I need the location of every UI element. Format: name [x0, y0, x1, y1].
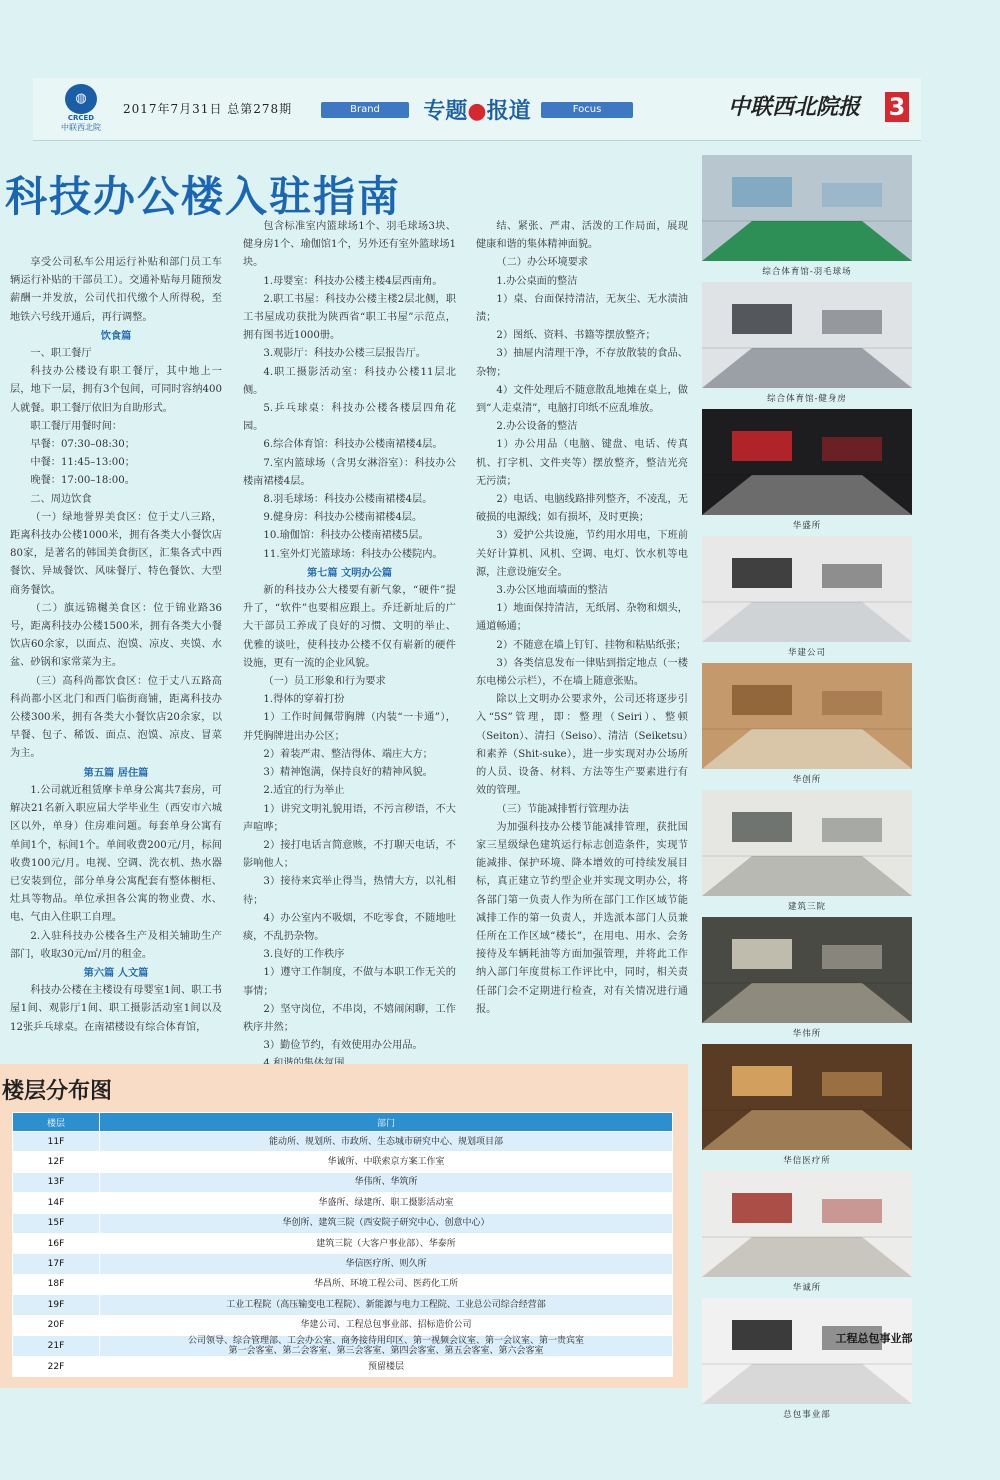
header-floor: 楼层	[13, 1113, 100, 1132]
article-column-2	[243, 218, 456, 1092]
paragraph: 职工餐厅用餐时间：	[30, 420, 123, 432]
paragraph: 1.母婴室：科技办公楼主楼4层西南角。	[263, 275, 443, 287]
floor-departments: 华伟所、华筑所	[100, 1172, 673, 1192]
paragraph: 2）不随意在墙上钉钉、挂物和粘贴纸张；	[496, 639, 687, 651]
paragraph: 科技办公楼在主楼设有母婴室1间、职工书屋1间、观影厅1间、职工摄影活动室1间以及12张乒乓球桌。在南裙楼设有综合体育馆，	[10, 985, 222, 1033]
paragraph: 1）桌、台面保持清洁，无灰尘、无水渍油渍；	[476, 293, 688, 324]
paragraph: 3）精神饱满，保持良好的精神风貌。	[263, 767, 433, 779]
paragraph: 5.乒乓球桌：科技办公楼各楼层四角花园。	[243, 403, 456, 433]
floor-number: 15F	[13, 1213, 100, 1233]
floor-number: 19F	[13, 1295, 100, 1315]
floor-number: 12F	[13, 1152, 100, 1172]
floor-departments: 华信医疗所、则久所	[100, 1254, 673, 1274]
floor-table	[12, 1112, 673, 1377]
photo-item	[702, 1171, 912, 1298]
paragraph: 4.职工摄影活动室：科技办公楼11层北侧。	[243, 366, 456, 396]
floor-departments: 华创所、建筑三院（西安院子研究中心、创意中心）	[100, 1213, 673, 1233]
floor-number: 14F	[13, 1193, 100, 1213]
paragraph: 科技办公楼设有职工餐厅，其中地上一层，地下一层，拥有3个包间，可同时容纳400人就餐。职工餐厅依旧为自助形式。	[10, 366, 222, 414]
floor-directory	[0, 1064, 688, 1388]
floor-departments: 公司领导、综合管理部、工会办公室、商务接待用印区、第一视频会议室、第一会议室、第一贵宾室 第一会客室、第二会客室、第三会客室、第四会客室、第五会客室、第六会客室	[100, 1335, 673, 1356]
office-photo	[702, 1171, 912, 1277]
photo-caption: 华建公司	[787, 648, 826, 658]
paragraph: 1.办公桌面的整洁	[496, 275, 578, 287]
paragraph: 1）地面保持清洁，无纸屑、杂物和烟头，通道畅通；	[476, 603, 688, 633]
paragraph: 4）文件处理后不随意散乱地摊在桌上，做到“人走桌清”，电脑打印纸不应乱堆放。	[476, 384, 688, 415]
photo-item	[702, 917, 912, 1044]
office-photo	[702, 155, 912, 261]
paragraph: 1）遵守工作制度，不做与本职工作无关的事情；	[243, 967, 456, 997]
photo-caption: 建筑三院	[787, 902, 826, 912]
photo-item	[702, 155, 912, 282]
section-banner	[321, 94, 633, 126]
paragraph: 3）接待来宾举止得当，热情大方，以礼相待；	[243, 876, 456, 906]
banner-title: 专题●报道	[423, 99, 531, 124]
paragraph: 3）勤俭节约，有效使用办公用品。	[263, 1040, 423, 1052]
photo-caption: 华创所	[792, 775, 822, 785]
paragraph: 1）工作时间佩带胸牌（内装“一卡通”），并凭胸牌进出办公区；	[243, 712, 456, 742]
article-title: 科技办公楼入驻指南	[5, 172, 402, 221]
paragraph: 3.观影厅：科技办公楼三层报告厅。	[263, 348, 426, 360]
floor-number: 16F	[13, 1233, 100, 1253]
photo-item	[702, 282, 912, 409]
section-heading: 第六篇 人文篇	[83, 966, 149, 979]
paragraph: 2）着装严肃、整洁得体、端庄大方；	[263, 748, 433, 760]
floor-row	[13, 1152, 673, 1172]
floor-number: 11F	[13, 1132, 100, 1152]
paragraph: 除以上文明办公要求外，公司还将逐步引入“5S”管理，即：整理（Seiri）、整顿（Seiton）、清扫（Seiso）、清洁（Seiketsu）和素养（Shit-suke），进一步实现对办公场所的人员、设备、材料、方法等生产要素进行有效的管理。	[476, 694, 688, 797]
paragraph: 6.综合体育馆：科技办公楼南裙楼4层。	[263, 439, 443, 451]
banner-left-bar: Brand	[321, 102, 409, 118]
floor-row	[13, 1213, 673, 1233]
paragraph: 7.室内篮球场（含男女淋浴室）：科技办公楼南裙楼4层。	[243, 457, 456, 487]
floor-departments: 建筑三院（大客户事业部）、华泰所	[100, 1233, 673, 1253]
paragraph: （一）员工形象和行为要求	[263, 676, 386, 688]
paragraph: 11.室外灯光篮球场：科技办公楼院内。	[263, 548, 443, 560]
photo-item	[702, 663, 912, 790]
floor-departments: 华盛所、绿建所、职工摄影活动室	[100, 1193, 673, 1213]
photo-item	[702, 536, 912, 663]
paragraph: 2）图纸、资料、书籍等摆放整齐；	[496, 330, 656, 342]
floor-number: 13F	[13, 1172, 100, 1192]
floor-directory-title: 楼层分布图	[2, 1079, 113, 1104]
photo-caption: 综合体育馆-羽毛球场	[762, 267, 852, 277]
paragraph: 2.职工书屋：科技办公楼主楼2层北侧，职工书屋成功获批为陕西省“职工书屋”示范点，拥有图书近1000册。	[243, 293, 456, 342]
paragraph: 3.良好的工作秩序	[263, 949, 345, 961]
header-department: 部门	[100, 1113, 673, 1132]
logo-mark-icon: ◍	[65, 84, 97, 114]
office-photo	[702, 1298, 912, 1404]
section-heading: 第七篇 文明办公篇	[306, 566, 393, 579]
paragraph: （二）办公环境要求	[496, 257, 589, 269]
paragraph: 晚餐：17:00–18:00。	[30, 475, 135, 487]
office-photo	[702, 790, 912, 896]
paragraph: 10.瑜伽馆：科技办公楼南裙楼5层。	[263, 530, 429, 542]
paragraph: 2.适宜的行为举止	[263, 785, 345, 797]
floor-number: 17F	[13, 1254, 100, 1274]
floor-row	[13, 1172, 673, 1192]
floor-departments: 华昌所、环境工程公司、医药化工所	[100, 1274, 673, 1294]
photo-caption: 总包事业部	[783, 1410, 831, 1420]
paragraph: 8.羽毛球场：科技办公楼南裙楼4层。	[263, 494, 433, 506]
photo-caption: 华诚所	[792, 1283, 822, 1293]
company-logo	[51, 84, 111, 134]
floor-number: 18F	[13, 1274, 100, 1294]
floor-number: 21F	[13, 1335, 100, 1356]
photo-item	[702, 409, 912, 536]
floor-row	[13, 1233, 673, 1253]
paragraph: 早餐：07:30–08:30；	[30, 439, 135, 451]
photo-item	[702, 790, 912, 917]
office-photo	[702, 917, 912, 1023]
floor-departments: 工业工程院（高压输变电工程院）、新能源与电力工程院、工业总公司综合经营部	[100, 1295, 673, 1315]
floor-departments: 能动所、规划所、市政所、生态城市研究中心、规划项目部	[100, 1132, 673, 1152]
floor-row	[13, 1274, 673, 1294]
article-column-1	[10, 254, 222, 1037]
article-column-3	[476, 218, 688, 1019]
floor-row	[13, 1315, 673, 1335]
photo-caption: 综合体育馆-健身房	[767, 394, 847, 404]
floor-row	[13, 1356, 673, 1376]
page-header	[33, 78, 921, 141]
floor-departments: 预留楼层	[100, 1356, 673, 1376]
floor-row	[13, 1193, 673, 1213]
photo-item	[702, 1298, 912, 1425]
floor-departments: 华建公司、工程总包事业部、招标造价公司	[100, 1315, 673, 1335]
paragraph: 结、紧张、严肃、活泼的工作局面，展现健康和谐的集体精神面貌。	[476, 221, 688, 251]
floor-table-header	[13, 1113, 673, 1132]
paragraph: 2）电话、电脑线路排列整齐，不凌乱，无破损的电源线；如有损坏，及时更换；	[476, 494, 688, 524]
office-photo	[702, 409, 912, 515]
paragraph: 为加强科技办公楼节能减排管理，获批国家三星级绿色建筑运行标志创造条件，实现节能减排、保护环境、降本增效的可持续发展目标，真正建立节约型企业并实现文明办公，将各部门第一负责人作为所在部门工作区域节能减排工作的第一负责人，并选派本部门人员兼任所在工作区域“楼长”，在用电、用水、会务接待及车辆耗油等方面加强管理，并将此工作纳入部门年度贯标工作评比中，同时，相关责任部门会不定期进行检查，对有关情况进行通报。	[476, 821, 688, 1015]
banner-right-bar: Focus	[541, 102, 633, 118]
section-heading: 饮食篇	[100, 329, 132, 342]
paragraph: 2.入驻科技办公楼各生产及相关辅助生产部门，收取30元/㎡/月的租金。	[10, 930, 222, 960]
paragraph: 2）坚守岗位，不串岗，不嬉闹闲聊，工作秩序井然；	[243, 1003, 456, 1033]
paragraph: （三）节能减排暂行管理办法	[496, 803, 629, 815]
paragraph: （三）高科尚都饮食区：位于丈八五路高科尚都小区北门和西门临街商铺，距离科技办公楼300米，拥有各类大小餐饮店20余家，以早餐、包子、稀饭、面点、泡馍、凉皮、冒菜为主。	[10, 675, 222, 760]
photo-column	[702, 155, 912, 1425]
office-photo	[702, 536, 912, 642]
floor-number: 22F	[13, 1356, 100, 1376]
paragraph: 新的科技办公大楼要有新气象，“硬件”提升了，“软件”也要相应跟上。乔迁新址后的广大干部员工养成了良好的习惯、文明的举止、优雅的谈吐，使科技办公楼不仅有崭新的硬件设施，更有一流的企业风貌。	[243, 585, 456, 669]
office-photo	[702, 1044, 912, 1150]
paragraph: 1）讲究文明礼貌用语，不污言秽语，不大声喧哗；	[243, 803, 456, 833]
floor-departments: 华诚所、中联索京方案工作室	[100, 1152, 673, 1172]
paragraph: 包含标准室内篮球场1个、羽毛球场3块、健身房1个、瑜伽馆1个，另外还有室外篮球场1块。	[243, 221, 457, 269]
newspaper-masthead: 中联西北院报	[728, 94, 861, 120]
issue-date: 2017年7月31日 总第278期	[123, 102, 293, 116]
paragraph: （一）绿地誉界美食区：位于丈八三路，距离科技办公楼1000米，拥有各类大小餐饮店80家，是著名的韩国美食街区，汇集各式中西餐饮、异域餐饮、风味餐厅、特色餐饮、大型商务餐饮。	[10, 511, 222, 596]
paragraph: 9.健身房：科技办公楼南裙楼4层。	[263, 512, 423, 524]
photo-item	[702, 1044, 912, 1171]
floor-row	[13, 1335, 673, 1356]
logo-english: CRCED	[67, 114, 95, 122]
section-heading: 第五篇 居住篇	[83, 766, 149, 779]
paragraph: 二、周边饮食	[30, 493, 92, 505]
paragraph: 1）办公用品（电脑、键盘、电话、传真机、打字机、文件夹等）摆放整齐，整洁光亮无污渍；	[476, 439, 688, 487]
paragraph: 中餐：11:45–13:00；	[30, 457, 135, 469]
paragraph: 1.公司就近租赁摩卡单身公寓共7套房，可解决21名新入职应届大学毕业生（西安市六城区以外，单身）住房难问题。每套单身公寓有单间1个，标间1个。单间收费200元/月，标间收费100元/月。电视、空调、洗衣机、热水器已安装到位，部分单身公寓配套有整体橱柜、灶具等物品。单位承担各公寓的物业费、水、电、气由入住职工自理。	[10, 784, 222, 924]
paragraph: 2）接打电话言简意赅，不打聊天电话，不影响他人；	[243, 839, 456, 870]
paragraph: 一、职工餐厅	[30, 348, 92, 360]
paragraph: 3）各类信息发布一律贴到指定地点（一楼东电梯公示栏），不在墙上随意张贴。	[476, 657, 688, 688]
paragraph: 3.办公区地面墙面的整洁	[496, 585, 608, 597]
paragraph: 3）爱护公共设施，节约用水用电，下班前关好计算机、风机、空调、电灯、饮水机等电源，注意设施安全。	[476, 530, 688, 578]
floor-row	[13, 1132, 673, 1152]
paragraph: 3）抽屉内清理干净，不存放散装的食品、杂物；	[476, 348, 688, 378]
logo-chinese: 中联西北院	[61, 123, 101, 132]
paragraph: （二）旗远锦樾美食区：位于锦业路36号，距离科技办公楼1500米，拥有各类大小餐饮店60余家，以面点、泡馍、凉皮、夹馍、水盆、砂锅和家常菜为主。	[10, 602, 222, 669]
photo-sign-text: 工程总包事业部	[835, 1332, 912, 1345]
floor-number: 20F	[13, 1315, 100, 1335]
photo-caption: 华信医疗所	[783, 1156, 831, 1166]
office-photo	[702, 282, 912, 388]
paragraph: 1.得体的穿着打扮	[263, 694, 345, 706]
paragraph: 享受公司私车公用运行补贴和部门员工车辆运行补贴的干部员工）。交通补贴每月随预发薪酬一并发放，公司代扣代缴个人所得税，至地铁六号线开通后，再行调整。	[10, 257, 222, 323]
floor-row	[13, 1254, 673, 1274]
photo-caption: 华伟所	[792, 1029, 822, 1039]
paragraph: 2.办公设备的整洁	[496, 421, 578, 433]
office-photo	[702, 663, 912, 769]
photo-caption: 华盛所	[792, 521, 822, 531]
floor-row	[13, 1295, 673, 1315]
paragraph: 4）办公室内不吸烟，不吃零食，不随地吐痰，不乱扔杂物。	[243, 912, 456, 942]
page-number: 3	[885, 92, 909, 122]
